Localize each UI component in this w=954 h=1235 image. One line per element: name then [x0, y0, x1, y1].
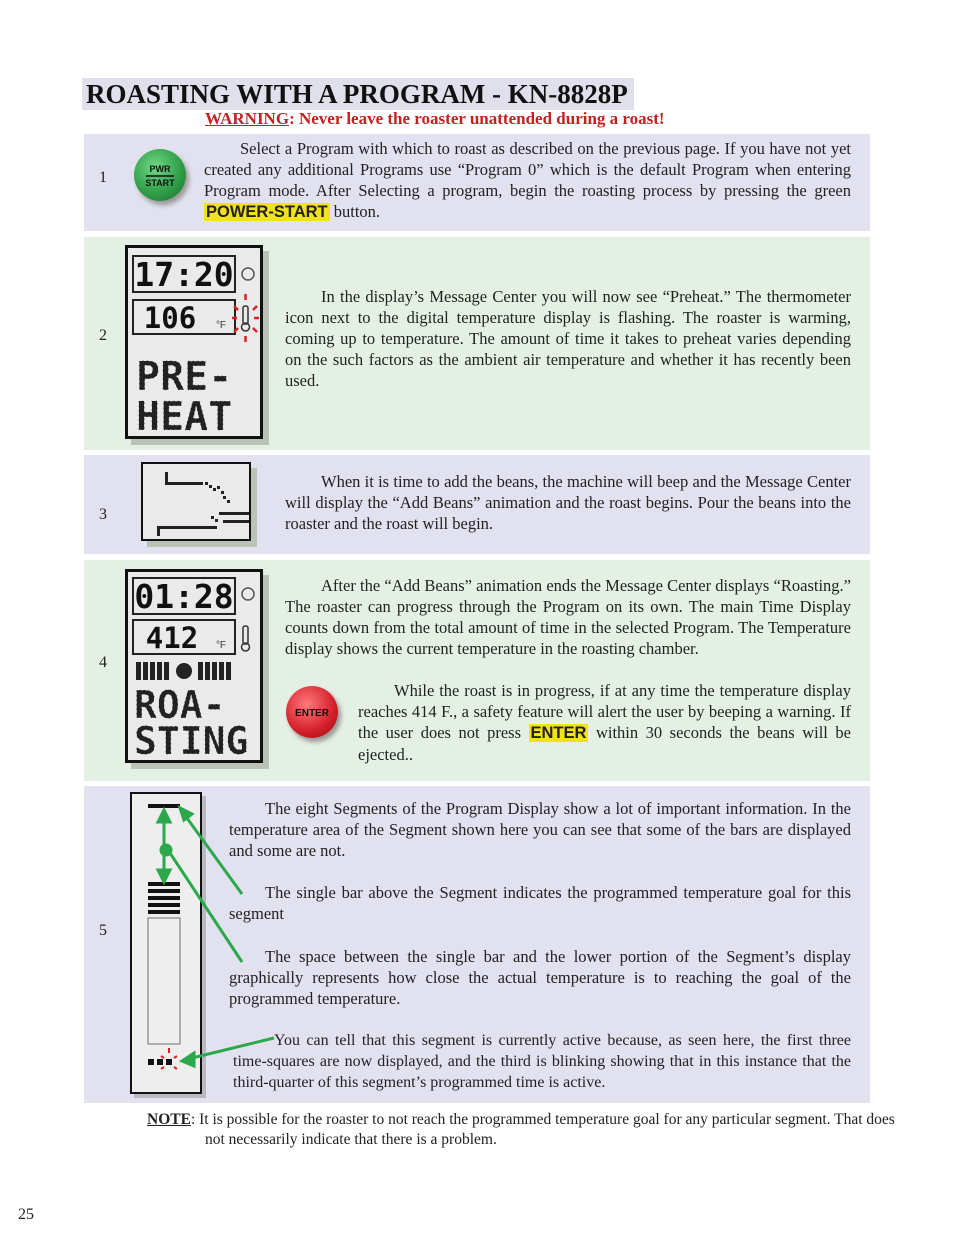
power-start-button-icon: [134, 149, 186, 201]
lcd-message-line2: STING: [134, 719, 249, 760]
lcd-unit: °F: [215, 320, 227, 331]
lcd-unit: °F: [215, 640, 227, 651]
step-2-text: In the display’s Message Center you will now see “Preheat.” The thermometer icon next to the digital temperature display is flashing. The roaster is warming, coming up to temperature. The amount of time it takes to preheat varies depending on the such factors as the ambient air temperature and whether it has recently been used.: [285, 287, 851, 390]
lcd-time: 01:28: [134, 577, 234, 616]
temperature-area: [148, 918, 180, 1044]
power-button-line1: PWR: [149, 164, 171, 174]
step-5-paragraph-1: The eight Segments of the Program Display show a lot of important information. In the temperature area of the Segment shown here you can see that some of the bars are displayed and some are not.: [229, 799, 851, 860]
step-number: 1: [99, 169, 107, 186]
step-2: [84, 237, 870, 450]
add-beans-animation-icon: [157, 472, 249, 536]
enter-button-label: ENTER: [295, 708, 329, 719]
lcd-temp: 412: [145, 621, 199, 655]
warning-label: WARNING: [205, 109, 290, 128]
lcd-message-line2: HEAT: [136, 394, 233, 436]
lcd-message-line1: ROA-: [134, 683, 226, 727]
lcd-time: 17:20: [134, 255, 234, 294]
segment-progress-bar: [136, 662, 231, 680]
step-number: 4: [99, 654, 107, 671]
step-number: 5: [99, 922, 107, 939]
enter-highlight: ENTER: [530, 724, 587, 742]
clock-icon: [242, 588, 254, 600]
lcd-message-line1: PRE-: [136, 354, 233, 400]
step-4: [84, 560, 870, 781]
step-number: 3: [99, 506, 107, 523]
enter-button-icon: [286, 686, 338, 738]
step-5-paragraph-4: You can tell that this segment is currently active because, as seen here, the first three time-squares are now displayed, and the third is blinking showing that in this instance that the third-quarter of this segment’s programmed time is active.: [233, 1032, 851, 1091]
add-beans-animation-display: [141, 462, 251, 541]
page-number: 25: [18, 1206, 34, 1223]
warning-text: : Never leave the roaster unattended during a roast!: [289, 109, 665, 128]
step-1-text: Select a Program with which to roast as described on the previous page. If you have not yet created any additional Programs use “Program 0” which is the default Program when entering Program mode. After Selecting a program, begin the roasting process by pressing the green POWER-START button.: [204, 139, 851, 221]
blinking-indicator-icon: [161, 1048, 177, 1069]
note-label: NOTE: [147, 1111, 191, 1128]
step-1: [84, 134, 870, 231]
note-text: : It is possible for the roaster to not reach the programmed temperature goal for any particular segment. That does not necessarily indicate that there is a problem.: [190, 1111, 895, 1148]
step-5-paragraph-3: The space between the single bar and the lower portion of the Segment’s display graphically represents how close the actual temperature is to reaching the goal of the programmed temperature.: [229, 947, 851, 1008]
lcd-temp: 106: [143, 301, 197, 335]
step-number: 2: [99, 327, 107, 344]
warning-banner: [205, 109, 665, 129]
step-4-text-2: While the roast is in progress, if at any time the temperature display reaches 414 F., a safety feature will alert the user by beeping a warning. If the user does not press ENTER within 30 seconds the beans will be ejected..: [358, 681, 851, 764]
clock-icon: [242, 268, 254, 280]
thermometer-icon: [242, 626, 250, 651]
power-start-highlight: POWER-START: [206, 203, 328, 221]
step-3: [84, 455, 870, 554]
lcd-display-preheat: [125, 245, 263, 439]
note: [147, 1110, 895, 1150]
time-squares: [148, 1059, 172, 1065]
thermometer-icon-flashing: [232, 294, 259, 342]
step-4-text-1: After the “Add Beans” animation ends the Message Center displays “Roasting.” The roaster can progress through the Program on its own. The main Time Display counts down from the total amount of time in the selected Program. The Temperature display shows the current temperature in the roasting chamber.: [285, 576, 851, 658]
step-5-paragraph-2: The single bar above the Segment indicates the programmed temperature goal for this segment: [229, 883, 851, 923]
page-title: ROASTING WITH A PROGRAM - KN-8828P: [82, 78, 634, 110]
step-5: [84, 786, 870, 1103]
lcd-display-roasting: [125, 569, 263, 763]
power-button-line2: START: [145, 178, 175, 188]
step-3-text: When it is time to add the beans, the machine will beep and the Message Center will display the “Add Beans” animation and the roast begins. Pour the beans into the roaster and the roast will begin.: [285, 472, 851, 533]
